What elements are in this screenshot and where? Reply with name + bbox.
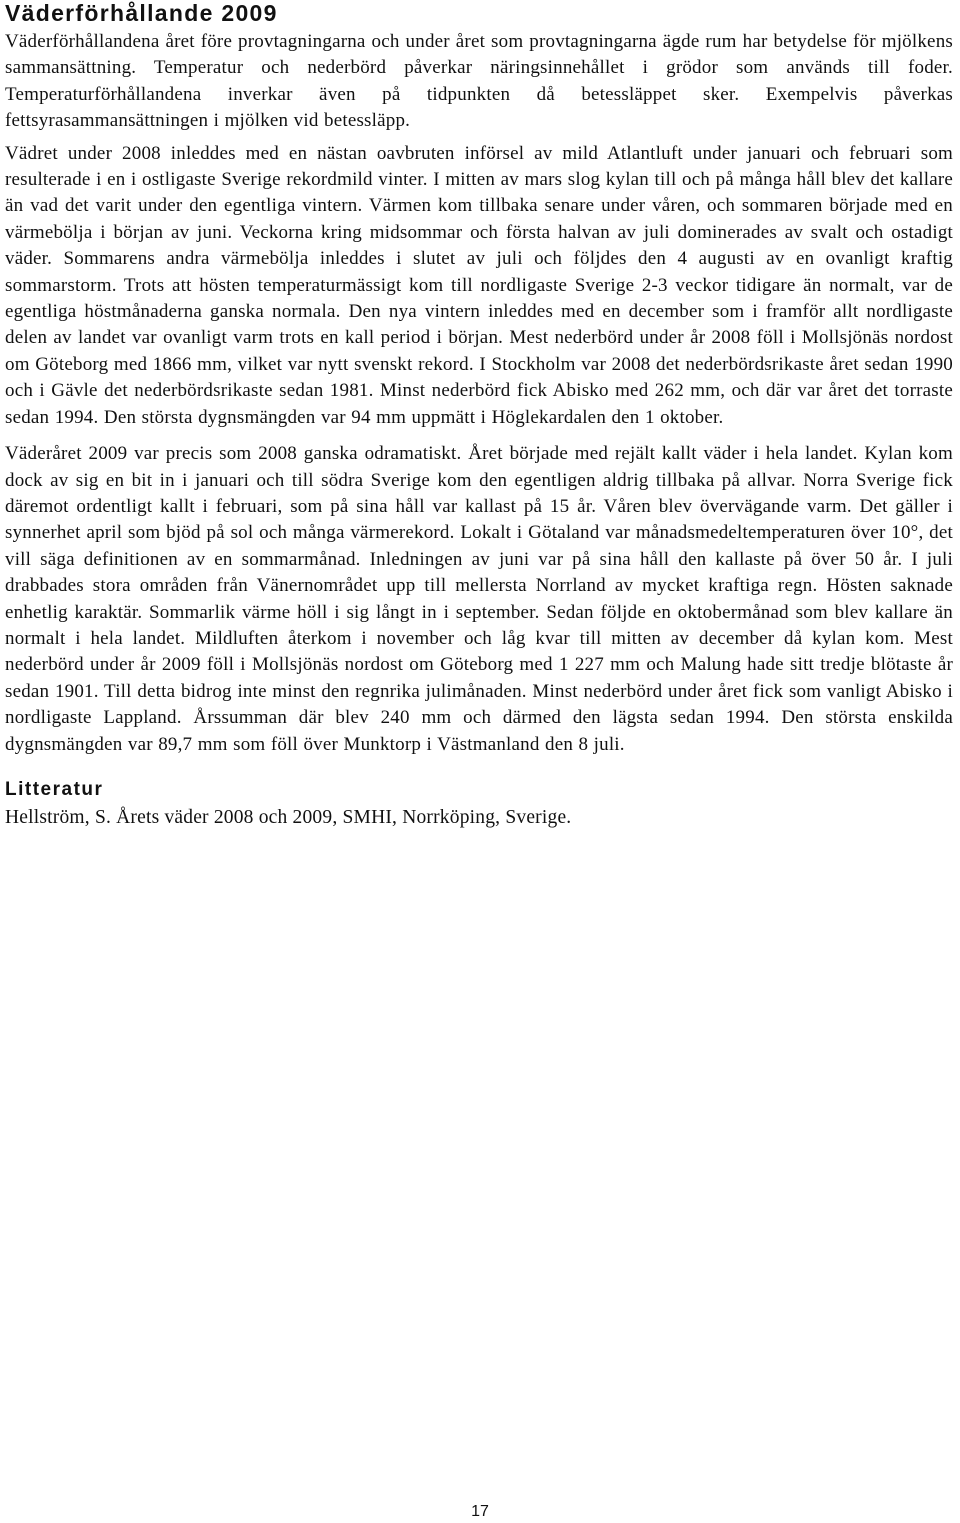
paragraph-weather-2009: Väderåret 2009 var precis som 2008 ganska odramatiskt. Året började med rejält kallt väder i hela landet. Kylan kom dock av sig en bit in i januari och till södra Sverige kom den egentligen aldrig tillbaka på allvar. Norra Sverige fick däremot ordentligt kallt i februari, som på sina håll var kallast på 15 år. Våren blev övervägande varm. Det gäller i synnerhet april som bjöd på sol och många värmerekord. Lokalt i Götaland var månadsmedeltemperaturen över 10°, det vill säga definitionen av en sommarmånad. Inledningen av juni var på sina håll den kallaste på över 50 år. I juli drabbades stora områden från Vänernområdet upp till mellersta Norrland av mycket kraftiga regn. Hösten saknade enhetlig karaktär. Sommarlik värme höll i sig långt in i september. Sedan följde en oktobermånad som blev kallare än normalt i hela landet. Mildluften återkom i november och låg kvar till mitten av december då kylan kom. Mest nederbörd under år 2009 föll i Mollsjönäs nordost om Göteborg med 1 227 mm och Malung hade sitt tredje blötaste år sedan 1901. Till detta bidrog inte minst den regnrika julimånaden. Minst nederbörd under året fick som vanligt Abisko i nordligaste Lappland. Årssumman där blev 240 mm och därmed den lägsta sedan 1994. Den största enskilda dygnsmängden var 89,7 mm som föll över Munktorp i Västmanland den 8 juli. (5, 443, 953, 755)
paragraph-weather-2008: Vädret under 2008 inleddes med en nästan oavbruten införsel av mild Atlantluft under januari och februari som resulterade i en i ostligaste Sverige rekordmild vinter. I mitten av mars slog kylan till och på många håll blev det kallare än vad det varit under den egentliga vintern. Värmen kom tillbaka senare under våren, och sommaren började med en värmebölja i början av juni. Veckorna kring midsommar och första halvan av juli dominerades av svalt och ostadigt väder. Sommarens andra värmebölja inleddes i slutet av juli och följdes den 4 augusti av en ovanligt kraftig sommarstorm. Trots att hösten temperaturmässigt kom till nordligaste Sverige 2-3 veckor tidigare än normalt, var de egentliga höstmånaderna ganska normala. Den nya vintern inleddes med en december som i framför allt nordligaste delen av landet var ovanligt varm trots en kall period i början. Mest nederbörd under år 2008 föll i Mollsjönäs nordost om Göteborg med 1866 mm, vilket var nytt svenskt rekord. I Stockholm var 2008 det nederbördsrikaste året sedan 1990 och i Gävle det nederbördsrikaste sedan 1981. Minst nederbörd fick Abisko med 262 mm, och där var året det torraste sedan 1994. Den största dygnsmängden var 94 mm uppmätt i Höglekardalen den 1 oktober. (5, 142, 953, 428)
literature-heading: Litteratur (5, 778, 104, 800)
document-page (5, 0, 953, 833)
paragraph-intro: Väderförhållandena året före provtagningarna och under året som provtagningarna ägde rum har betydelse för mjölkens sammansättning. Temperatur och nederbörd påverkar näringsinnehållet i grödor som används till foder. Temperaturförhållandena inverkar även på tidpunkten då betessläppet sker. Exempelvis påverkas fettsyrasammansättningen i mjölken vid betessläpp. (5, 31, 953, 132)
page-number: 17 (471, 1503, 489, 1520)
page-title: Väderförhållande 2009 (5, 0, 278, 26)
literature-reference: Hellström, S. Årets väder 2008 och 2009, SMHI, Norrköping, Sverige. (5, 806, 572, 828)
